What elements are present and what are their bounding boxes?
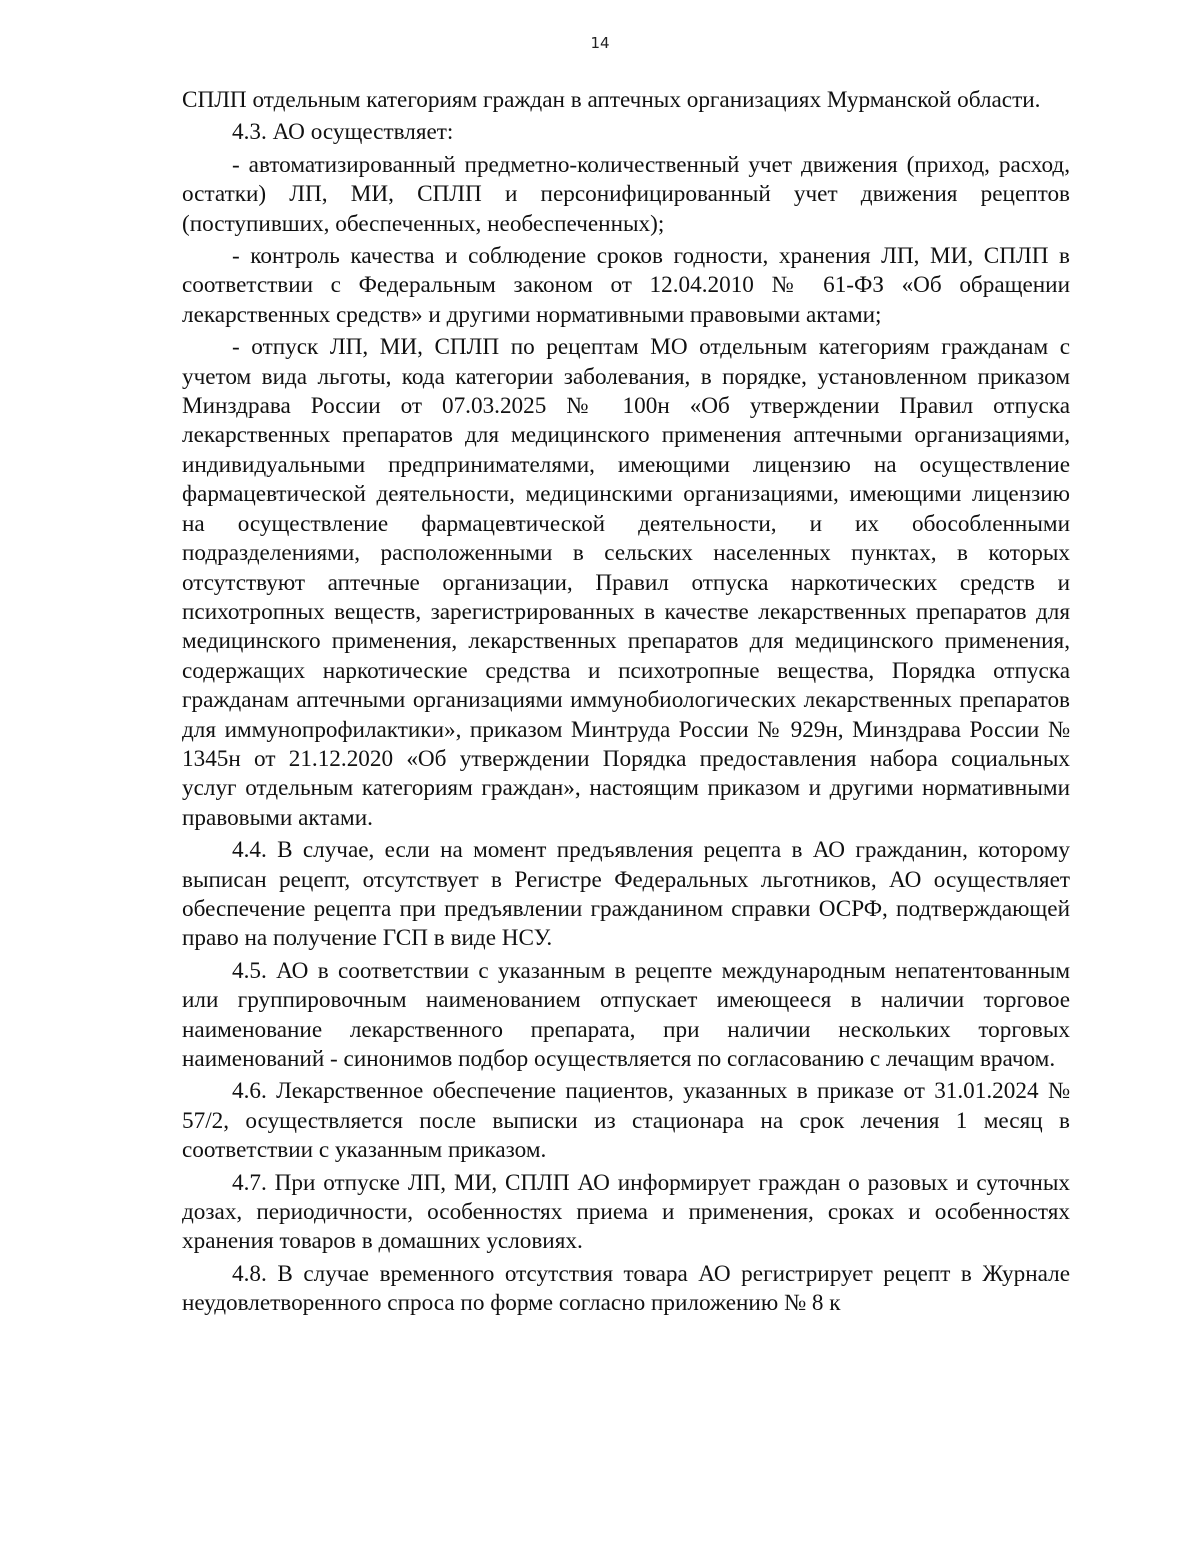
paragraph-4-3-heading: 4.3. АО осуществляет: [232,119,454,146]
document-body [182,86,1070,1319]
paragraph-4-8: 4.8. В случае временного отсутствия товара АО регистрирует рецепт в Журнале неудовлетворенного спроса по форме согласно приложению № 8 к [182,1260,1070,1317]
paragraph-4-3-item-accounting: - автоматизированный предметно-количественный учет движения (приход, расход, остатки) ЛП, МИ, СПЛП и персонифицированный учет движения рецептов (поступивших, обеспеченных, необеспеченных); [182,151,1070,237]
paragraph-4-5: 4.5. АО в соответствии с указанным в рецепте международным непатентованным или группировочным наименованием отпускает имеющееся в наличии торговое наименование лекарственного препарата, при наличии нескольких торговых наименований - синонимов подбор осуществляется по согласованию с лечащим врачом. [182,957,1070,1072]
page-number: 14 [590,34,610,52]
paragraph-4-4: 4.4. В случае, если на момент предъявления рецепта в АО гражданин, которому выписан рецепт, отсутствует в Регистре Федеральных льготников, АО осуществляет обеспечение рецепта при предъявлении гражданином справки ОСРФ, подтверждающей право на получение ГСП в виде НСУ. [182,837,1070,952]
paragraph-4-3-item-quality-control: - контроль качества и соблюдение сроков годности, хранения ЛП, МИ, СПЛП в соответствии с Федеральным законом от 12.04.2010 № 61-ФЗ «Об обращении лекарственных средств» и другими нормативными правовыми актами; [182,243,1070,328]
paragraph-4-7: 4.7. При отпуске ЛП, МИ, СПЛП АО информирует граждан о разовых и суточных дозах, периодичности, особенностях приема и применения, сроках и особенностях хранения товаров в домашних условиях. [182,1169,1070,1255]
paragraph-continuation: СПЛП отдельным категориям граждан в аптечных организациях Мурманской области. [182,87,1041,113]
paragraph-4-6: 4.6. Лекарственное обеспечение пациентов, указанных в приказе от 31.01.2024 № 57/2, осуществляется после выписки из стационара на срок лечения 1 месяц в соответствии с указанным приказом. [182,1078,1070,1164]
paragraph-4-3-item-dispensing: - отпуск ЛП, МИ, СПЛП по рецептам МО отдельным категориям гражданам с учетом вида льготы, кода категории заболевания, в порядке, установленном приказом Минздрава России от 07.03.2025 № 100н «Об утверждении Правил отпуска лекарственных препаратов для медицинского применения аптечными организациями, индивидуальными предпринимателями, имеющими лицензию на осуществление фармацевтической деятельности, медицинскими организациями, имеющими лицензию на осуществление фармацевтической деятельности, и их обособленными подразделениями, расположенными в сельских населенных пунктах, в которых отсутствуют аптечные организации, Правил отпуска наркотических средств и психотропных веществ, зарегистрированных в качестве лекарственных препаратов для медицинского применения, лекарственных препаратов для медицинского применения, содержащих наркотические средства и психотропные вещества, Порядка отпуска гражданам аптечными организациями иммунобиологических лекарственных препаратов для иммунопрофилактики», приказом Минтруда России № 929н, Минздрава России № 1345н от 21.12.2020 «Об утверждении Порядка предоставления набора социальных услуг отдельным категориям граждан», настоящим приказом и другими нормативными правовыми актами. [182,334,1070,831]
